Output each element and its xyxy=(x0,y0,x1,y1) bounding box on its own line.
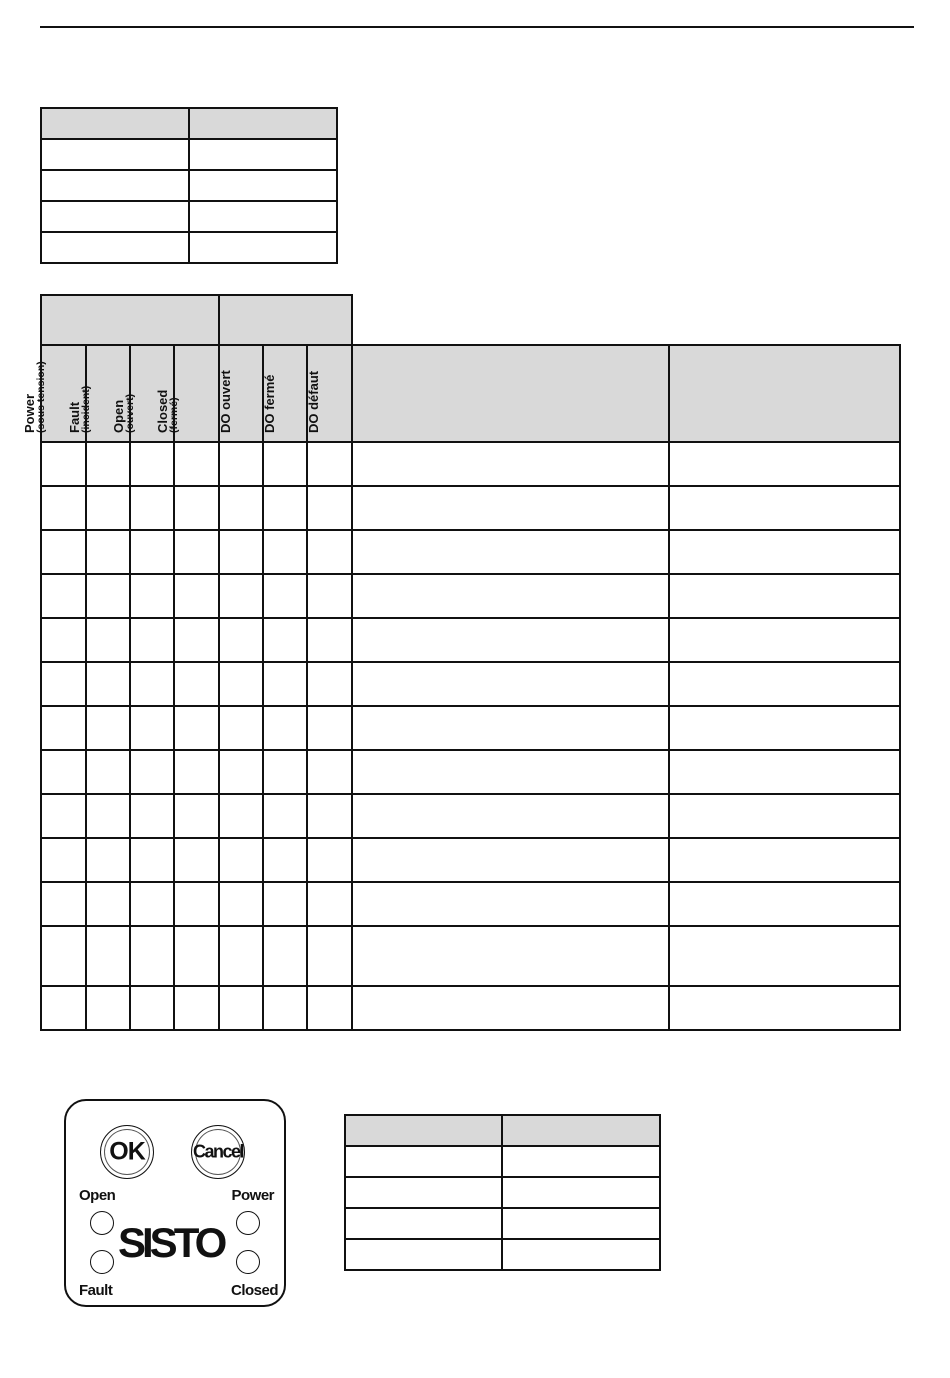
table-cell xyxy=(263,486,307,530)
table-cell xyxy=(669,706,900,750)
header-fault-sub: (incident) xyxy=(80,385,92,433)
closed-led-icon xyxy=(236,1250,260,1274)
table-cell xyxy=(669,662,900,706)
table-cell xyxy=(41,232,189,263)
table-cell xyxy=(174,750,219,794)
table-cell xyxy=(352,706,669,750)
table-row xyxy=(41,486,900,530)
header-do-open xyxy=(219,345,263,442)
table-cell xyxy=(263,706,307,750)
table-cell xyxy=(130,530,174,574)
cancel-button-label: Cancel xyxy=(192,1141,244,1162)
blank-corner xyxy=(352,295,900,345)
table-cell xyxy=(86,530,130,574)
led-status-table xyxy=(22,294,901,1031)
table-cell xyxy=(263,926,307,986)
table-cell xyxy=(86,662,130,706)
table-cell xyxy=(669,618,900,662)
closed-label: Closed xyxy=(230,1282,278,1299)
table-cell xyxy=(219,618,263,662)
table-cell xyxy=(219,574,263,618)
table-row xyxy=(41,442,900,486)
table-cell xyxy=(174,926,219,986)
table-cell xyxy=(352,662,669,706)
table-cell xyxy=(502,1177,660,1208)
group-header-row xyxy=(41,295,900,345)
table-cell xyxy=(219,750,263,794)
table-cell xyxy=(130,882,174,926)
table-cell xyxy=(219,486,263,530)
table-cell xyxy=(307,442,352,486)
table-cell xyxy=(307,706,352,750)
table-cell xyxy=(174,986,219,1030)
table-cell xyxy=(41,838,86,882)
table-cell xyxy=(352,574,669,618)
header-closed-label: Closed xyxy=(155,389,170,433)
table-cell xyxy=(41,882,86,926)
cancel-button[interactable] xyxy=(191,1125,245,1179)
sisto-control-panel xyxy=(64,1099,286,1307)
table-cell xyxy=(174,838,219,882)
header-power-label: Power xyxy=(22,393,37,433)
table-header-cell xyxy=(41,108,189,139)
table-cell xyxy=(174,882,219,926)
table-cell xyxy=(130,838,174,882)
table-row xyxy=(345,1208,660,1239)
table-cell xyxy=(86,442,130,486)
header-do-fault xyxy=(307,345,352,442)
table-cell xyxy=(130,794,174,838)
table-cell xyxy=(174,794,219,838)
table-cell xyxy=(352,882,669,926)
table-cell xyxy=(307,530,352,574)
table-cell xyxy=(41,574,86,618)
header-open-sub: (ouvert) xyxy=(124,393,136,433)
table-row xyxy=(345,1239,660,1270)
header-description xyxy=(352,345,669,442)
header-remedy xyxy=(669,345,900,442)
table-cell xyxy=(174,662,219,706)
table-cell xyxy=(130,750,174,794)
table-cell xyxy=(263,442,307,486)
table-cell xyxy=(130,926,174,986)
table-cell xyxy=(352,486,669,530)
table-cell xyxy=(86,486,130,530)
table-cell xyxy=(669,750,900,794)
table-row xyxy=(41,574,900,618)
table-cell xyxy=(41,442,86,486)
fault-led-icon xyxy=(90,1250,114,1274)
table-row xyxy=(41,108,337,139)
table-cell xyxy=(263,618,307,662)
table-cell xyxy=(669,986,900,1030)
table-cell xyxy=(189,201,337,232)
header-power-sub: (sous tension) xyxy=(35,361,47,433)
table-row xyxy=(41,986,900,1030)
table-header-cell xyxy=(345,1115,502,1146)
table-cell xyxy=(86,926,130,986)
table-cell xyxy=(307,986,352,1030)
table-cell xyxy=(86,618,130,662)
led-group-header xyxy=(41,295,219,345)
table-cell xyxy=(86,750,130,794)
table-cell xyxy=(86,574,130,618)
table-cell xyxy=(41,170,189,201)
table-cell xyxy=(263,838,307,882)
header-open-label: Open xyxy=(111,399,126,433)
fault-label: Fault xyxy=(79,1282,113,1299)
table-cell xyxy=(669,574,900,618)
table-cell xyxy=(41,662,86,706)
table-cell xyxy=(41,201,189,232)
table-cell xyxy=(263,750,307,794)
table-cell xyxy=(189,170,337,201)
table-cell xyxy=(307,750,352,794)
table-cell xyxy=(669,838,900,882)
table-row xyxy=(41,201,337,232)
table-cell xyxy=(352,750,669,794)
table-cell xyxy=(502,1146,660,1177)
table-cell xyxy=(219,442,263,486)
table-cell xyxy=(263,662,307,706)
table-row xyxy=(41,838,900,882)
table-cell xyxy=(189,232,337,263)
table-cell xyxy=(130,618,174,662)
header-do-closed-label: DO fermé xyxy=(262,374,277,433)
table-cell xyxy=(174,618,219,662)
table-cell xyxy=(669,442,900,486)
sisto-logo: SISTO xyxy=(118,1219,224,1266)
table-row xyxy=(41,662,900,706)
header-do-closed xyxy=(263,345,307,442)
table-row xyxy=(41,794,900,838)
table-cell xyxy=(669,530,900,574)
table-cell xyxy=(307,662,352,706)
table-cell xyxy=(219,662,263,706)
table-row xyxy=(41,706,900,750)
table-header-cell xyxy=(189,108,337,139)
table-row xyxy=(345,1146,660,1177)
table-cell xyxy=(130,574,174,618)
table-cell xyxy=(345,1177,502,1208)
bottom-table xyxy=(344,1114,661,1271)
table-cell xyxy=(130,662,174,706)
power-led-icon xyxy=(236,1211,260,1235)
header-closed-sub: (fermé) xyxy=(168,397,180,433)
header-fault-label: Fault xyxy=(67,401,82,433)
table-cell xyxy=(263,574,307,618)
table-row xyxy=(41,530,900,574)
table-row xyxy=(41,618,900,662)
table-cell xyxy=(502,1239,660,1270)
table-cell xyxy=(352,926,669,986)
header-do-open-label: DO ouvert xyxy=(218,370,233,433)
table-cell xyxy=(41,706,86,750)
table-cell xyxy=(41,530,86,574)
ok-button[interactable] xyxy=(100,1125,154,1179)
table-header-cell xyxy=(502,1115,660,1146)
power-label: Power xyxy=(231,1187,274,1204)
table-cell xyxy=(41,986,86,1030)
table-cell xyxy=(41,618,86,662)
table-cell xyxy=(130,442,174,486)
table-cell xyxy=(307,574,352,618)
table-row xyxy=(41,926,900,986)
table-cell xyxy=(219,838,263,882)
table-cell xyxy=(86,794,130,838)
table-cell xyxy=(174,706,219,750)
table-row xyxy=(41,882,900,926)
table-cell xyxy=(174,442,219,486)
table-cell xyxy=(352,530,669,574)
table-row xyxy=(41,170,337,201)
table-cell xyxy=(263,794,307,838)
table-cell xyxy=(219,986,263,1030)
table-cell xyxy=(130,486,174,530)
open-label: Open xyxy=(79,1187,116,1204)
table-cell xyxy=(345,1208,502,1239)
table-cell xyxy=(263,530,307,574)
table-cell xyxy=(86,706,130,750)
header-rule xyxy=(40,26,914,28)
table-cell xyxy=(219,530,263,574)
table-cell xyxy=(345,1239,502,1270)
table-cell xyxy=(352,442,669,486)
table-cell xyxy=(219,706,263,750)
table-cell xyxy=(669,794,900,838)
table-cell xyxy=(263,986,307,1030)
table-cell xyxy=(345,1146,502,1177)
ok-button-label: OK xyxy=(109,1137,145,1166)
table-cell xyxy=(219,926,263,986)
table-cell xyxy=(352,794,669,838)
top-table xyxy=(40,107,338,264)
table-cell xyxy=(174,486,219,530)
do-group-header xyxy=(219,295,352,345)
table-cell xyxy=(669,486,900,530)
table-cell xyxy=(219,794,263,838)
table-row xyxy=(345,1177,660,1208)
table-cell xyxy=(307,838,352,882)
table-row xyxy=(345,1115,660,1146)
table-row xyxy=(41,139,337,170)
table-cell xyxy=(41,750,86,794)
table-cell xyxy=(174,574,219,618)
table-cell xyxy=(352,838,669,882)
table-cell xyxy=(86,882,130,926)
table-cell xyxy=(307,794,352,838)
table-cell xyxy=(86,838,130,882)
table-cell xyxy=(189,139,337,170)
table-cell xyxy=(41,926,86,986)
open-led-icon xyxy=(90,1211,114,1235)
table-cell xyxy=(130,706,174,750)
table-body xyxy=(41,442,900,1030)
table-cell xyxy=(502,1208,660,1239)
table-cell xyxy=(669,926,900,986)
table-cell xyxy=(307,486,352,530)
table-cell xyxy=(352,618,669,662)
table-cell xyxy=(219,882,263,926)
table-cell xyxy=(130,986,174,1030)
table-cell xyxy=(86,986,130,1030)
header-closed xyxy=(155,345,219,442)
table-cell xyxy=(352,986,669,1030)
table-cell xyxy=(174,530,219,574)
table-cell xyxy=(41,794,86,838)
table-cell xyxy=(41,486,86,530)
column-header-row xyxy=(41,345,900,442)
table-cell xyxy=(669,882,900,926)
table-row xyxy=(41,232,337,263)
table-cell xyxy=(307,882,352,926)
table-cell xyxy=(41,139,189,170)
header-do-fault-label: DO défaut xyxy=(306,370,321,433)
table-cell xyxy=(263,882,307,926)
table-cell xyxy=(307,926,352,986)
table-cell xyxy=(307,618,352,662)
table-row xyxy=(41,750,900,794)
